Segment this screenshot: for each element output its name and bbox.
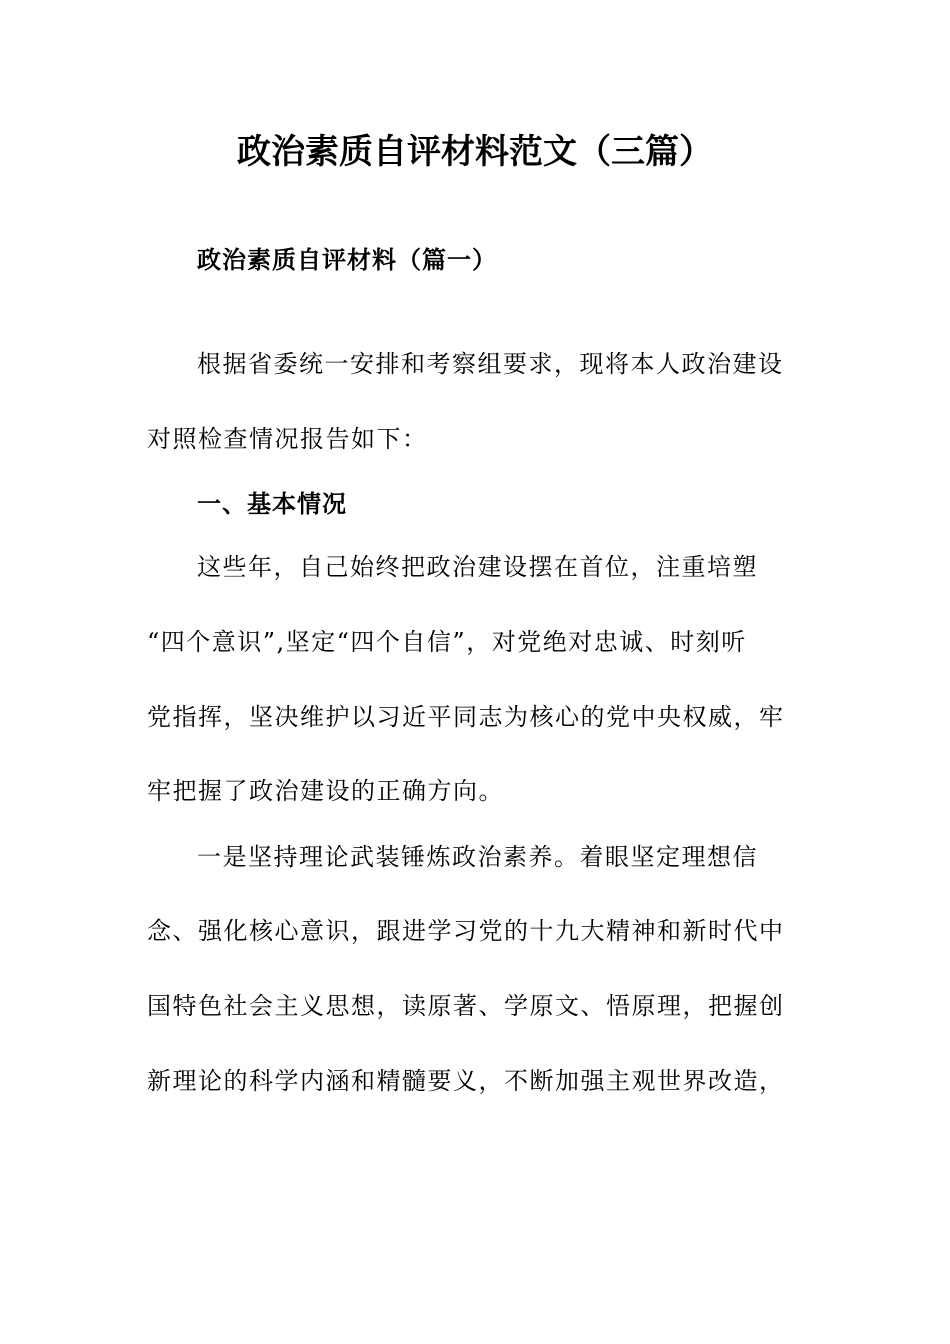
para2-line-4: 新理论的科学内涵和精髓要义，不断加强主观世界改造， [147,1067,785,1095]
intro-line-2: 对照检查情况报告如下： [147,425,428,453]
intro-line-1: 根据省委统一安排和考察组要求，现将本人政治建设 [197,350,784,378]
para1-line-2: “四个意识”,坚定“四个自信”，对党绝对忠诚、时刻听 [147,628,747,656]
para1-line-1: 这些年，自己始终把政治建设摆在首位，注重培塑 [197,553,758,581]
heading-basic-situation: 一、基本情况 [197,489,347,518]
para2-line-1: 一是坚持理论武装锤炼政治素养。着眼坚定理想信 [197,843,758,871]
para1-line-4: 牢把握了政治建设的正确方向。 [147,777,504,805]
para2-line-3: 国特色社会主义思想，读原著、学原文、悟原理，把握创 [147,992,785,1020]
para1-line-3: 党指挥，坚决维护以习近平同志为核心的党中央权威，牢 [147,703,785,731]
document-title: 政治素质自评材料范文（三篇） [237,132,713,172]
section-title: 政治素质自评材料（篇一） [197,245,497,274]
para2-line-2: 念、强化核心意识，跟进学习党的十九大精神和新时代中 [147,917,785,945]
